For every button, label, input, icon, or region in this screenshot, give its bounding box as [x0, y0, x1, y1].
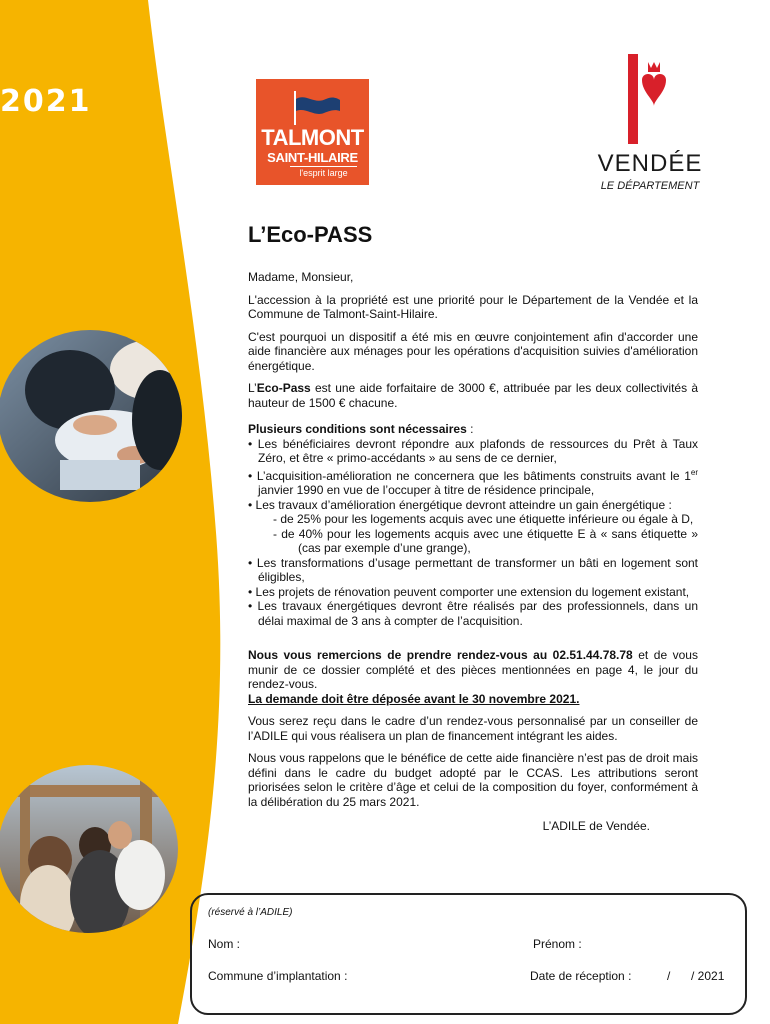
- prenom-field-label: Prénom :: [533, 937, 582, 951]
- condition-item: • Les transformations d’usage permettant de transformer un bâti en logement sont éligibles,: [248, 555, 698, 584]
- text-fragment: :: [466, 422, 474, 436]
- condition-item: [248, 466, 698, 498]
- conditions-heading: [248, 422, 698, 437]
- adile-reserved-box: [190, 893, 747, 1015]
- talmont-logo-line1: TALMONT: [261, 125, 364, 150]
- condition-item: • Les travaux d’amélioration énergétique devront atteindre un gain énergétique :: [248, 497, 672, 512]
- vendee-logo-name: VENDÉE: [597, 150, 703, 177]
- conditions-heading-text: Plusieurs conditions sont nécessaires: [248, 422, 467, 436]
- paragraph-rendezvous: Vous serez reçu dans le cadre d’un rendez-vous personnalisé par un conseiller de l’ADILE qui vous réalisera un plan de financement intégrant les aides.: [248, 714, 698, 743]
- text-fragment: et de vous munir de ce dossier complété et des pièces mentionnées en page 4, le jour du rendez-vous.: [248, 648, 698, 691]
- text-fragment: L’: [248, 381, 257, 395]
- condition-subitem: - de 40% pour les logements acquis avec une étiquette E à « sans étiquette » (cas par exemple d’une grange),: [273, 526, 698, 555]
- date-separator: /: [667, 969, 671, 983]
- talmont-logo-tagline: l'esprit large: [290, 166, 357, 178]
- letter-body: [248, 222, 698, 834]
- text-fragment: est une aide forfaitaire de 3000 €, attribuée par les deux collectivités à hauteur de 1500 € chacune.: [248, 381, 698, 410]
- year-label: 2021: [0, 84, 92, 119]
- date-reception-label: Date de réception :: [530, 969, 632, 983]
- signature: L’ADILE de Vendée.: [542, 819, 650, 833]
- text-fragment: janvier 1990 en vue de l’occuper à titre de résidence principale,: [258, 483, 595, 497]
- condition-item: • Les projets de rénovation peuvent comporter une extension du logement existant,: [248, 584, 690, 599]
- paragraph-intro: L'accession à la propriété est une priorité pour le Département de la Vendée et la Commune de Talmont-Saint-Hilaire.: [248, 292, 698, 321]
- phone-contact: Nous vous remercions de prendre rendez-vous au 02.51.44.78.78: [248, 648, 633, 662]
- business-meeting-photo: [0, 330, 190, 505]
- vendee-heart-crest-icon: [624, 50, 670, 146]
- page-title: L’Eco-PASS: [248, 222, 373, 247]
- construction-site-photo: [0, 765, 185, 935]
- condition-item: • Les travaux énergétiques devront être réalisés par des professionnels, dans un délai maximal de 3 ans à compter de l’acquisition.: [248, 599, 698, 628]
- condition-subitem: - de 25% pour les logements acquis avec une étiquette inférieure ou égale à D,: [273, 512, 694, 526]
- reserved-note: (réservé à l’ADILE): [208, 907, 293, 918]
- talmont-logo-line2: SAINT-HILAIRE: [267, 150, 358, 165]
- salutation: Madame, Monsieur,: [248, 270, 354, 284]
- date-year: / 2021: [691, 969, 725, 983]
- contact-paragraph: [248, 648, 698, 692]
- vendee-departement-logo: [590, 50, 710, 200]
- ecopass-term: Eco-Pass: [256, 381, 311, 395]
- nom-field-label: Nom :: [208, 937, 241, 951]
- deadline-notice: La demande doit être déposée avant le 30 novembre 2021.: [248, 691, 580, 706]
- paragraph-ecopass: [248, 381, 698, 410]
- paragraph-ccas: Nous vous rappelons que le bénéfice de cette aide financière n’est pas de droit mais défini dans le cadre du budget adopté par le CCAS. Les attributions seront priorisées selon le critère d’âge et celui de la composition du foyer, conformément à la délibération du 25 mars 2021.: [248, 751, 698, 809]
- flag-icon: [292, 91, 342, 125]
- talmont-saint-hilaire-logo: [256, 79, 369, 185]
- text-fragment: • L’acquisition-amélioration ne concernera que les bâtiments construits avant le 1: [248, 468, 691, 483]
- superscript: er: [690, 467, 698, 477]
- paragraph-dispositif: C'est pourquoi un dispositif a été mis en œuvre conjointement afin d'accorder une aide financière aux ménages pour les opérations d'acquisition suivies d'amélioration énergétique.: [248, 329, 698, 373]
- commune-field-label: Commune d’implantation :: [208, 969, 348, 983]
- vendee-logo-subtitle: LE DÉPARTEMENT: [600, 180, 700, 192]
- condition-item: • Les bénéficiaires devront répondre aux plafonds de ressources du Prêt à Taux Zéro, et être « primo-accédants » au sens de ce dernier,: [248, 436, 698, 465]
